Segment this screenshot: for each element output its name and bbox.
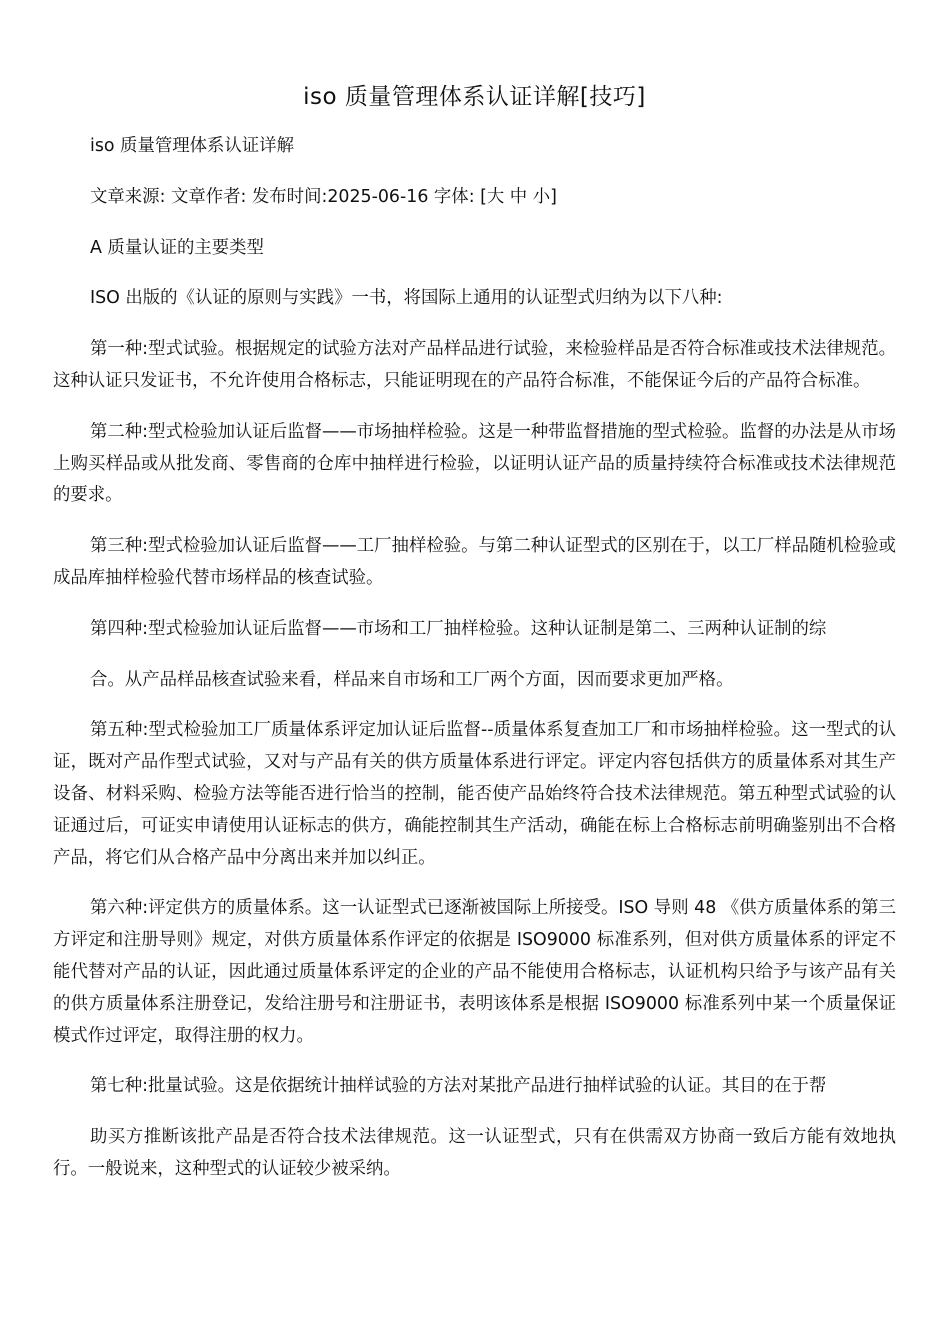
subtitle-paragraph: iso 质量管理体系认证详解 (90, 136, 294, 156)
type-three-paragraph: 第三种:型式检验加认证后监督——工厂抽样检验。与第二种认证型式的区别在于，以工厂样品随机检验或成品库抽样检验代替市场样品的核查试验。 (53, 536, 896, 588)
type-two-paragraph: 第二种:型式检验加认证后监督——市场抽样检验。这是一种带监督措施的型式检验。监督的办法是从市场上购买样品或从批发商、零售商的仓库中抽样进行检验，以证明认证产品的质量持续符合标准或技术法律规范的要求。 (53, 421, 896, 506)
type-six-paragraph: 第六种:评定供方的质量体系。这一认证型式已逐渐被国际上所接受。ISO 导则 48 《供方质量体系的第三方评定和注册导则》规定，对供方质量体系作评定的依据是 ISO9000 标准系列，但对供方质量体系的评定不能代替对产品的认证，因此通过质量体系评定的企业的产品不能使用合格标志，认证机构只给予与该产品有关的供方质量体系注册登记，发给注册号和注册证书，表明该体系是根据 ISO9000 标准系列中某一个质量保证模式作过评定，取得注册的权力。 (53, 898, 896, 1046)
type-five-paragraph: 第五种:型式检验加工厂质量体系评定加认证后监督--质量体系复查加工厂和市场抽样检验。这一型式的认证，既对产品作型式试验，又对与产品有关的供方质量体系进行评定。评定内容包括供方的质量体系对其生产设备、材料采购、检验方法等能否进行恰当的控制，能否使产品始终符合技术法律规范。第五种型式试验的认证通过后，可证实申请使用认证标志的供方，确能控制其生产活动，确能在标上合格标志前明确鉴别出不合格产品，将它们从合格产品中分离出来并加以纠正。 (53, 720, 896, 868)
type-four-paragraph: 第四种:型式检验加认证后监督——市场和工厂抽样检验。这种认证制是第二、三两种认证制的综 (90, 618, 827, 639)
article-meta-paragraph: 文章来源: 文章作者: 发布时间:2025-06-16 字体: [大 中 小] (90, 186, 557, 207)
type-seven-continued-paragraph: 助买方推断该批产品是否符合技术法律规范。这一认证型式，只有在供需双方协商一致后方能有效地执行。一般说来，这种型式的认证较少被采纳。 (53, 1127, 896, 1179)
type-seven-paragraph: 第七种:批量试验。这是依据统计抽样试验的方法对某批产品进行抽样试验的认证。其目的在于帮 (90, 1076, 827, 1097)
type-four-continued-paragraph: 合。从产品样品核查试验来看，样品来自市场和工厂两个方面，因而要求更加严格。 (90, 669, 734, 690)
section-heading-paragraph: A 质量认证的主要类型 (90, 237, 264, 258)
intro-paragraph: ISO 出版的《认证的原则与实践》一书，将国际上通用的认证型式归纳为以下八种: (90, 288, 723, 309)
document-title: iso 质量管理体系认证详解[技巧] (303, 84, 646, 110)
type-one-paragraph: 第一种:型式试验。根据规定的试验方法对产品样品进行试验，来检验样品是否符合标准或技术法律规范。这种认证只发证书，不允许使用合格标志，只能证明现在的产品符合标准，不能保证今后的产品符合标准。 (53, 339, 896, 391)
